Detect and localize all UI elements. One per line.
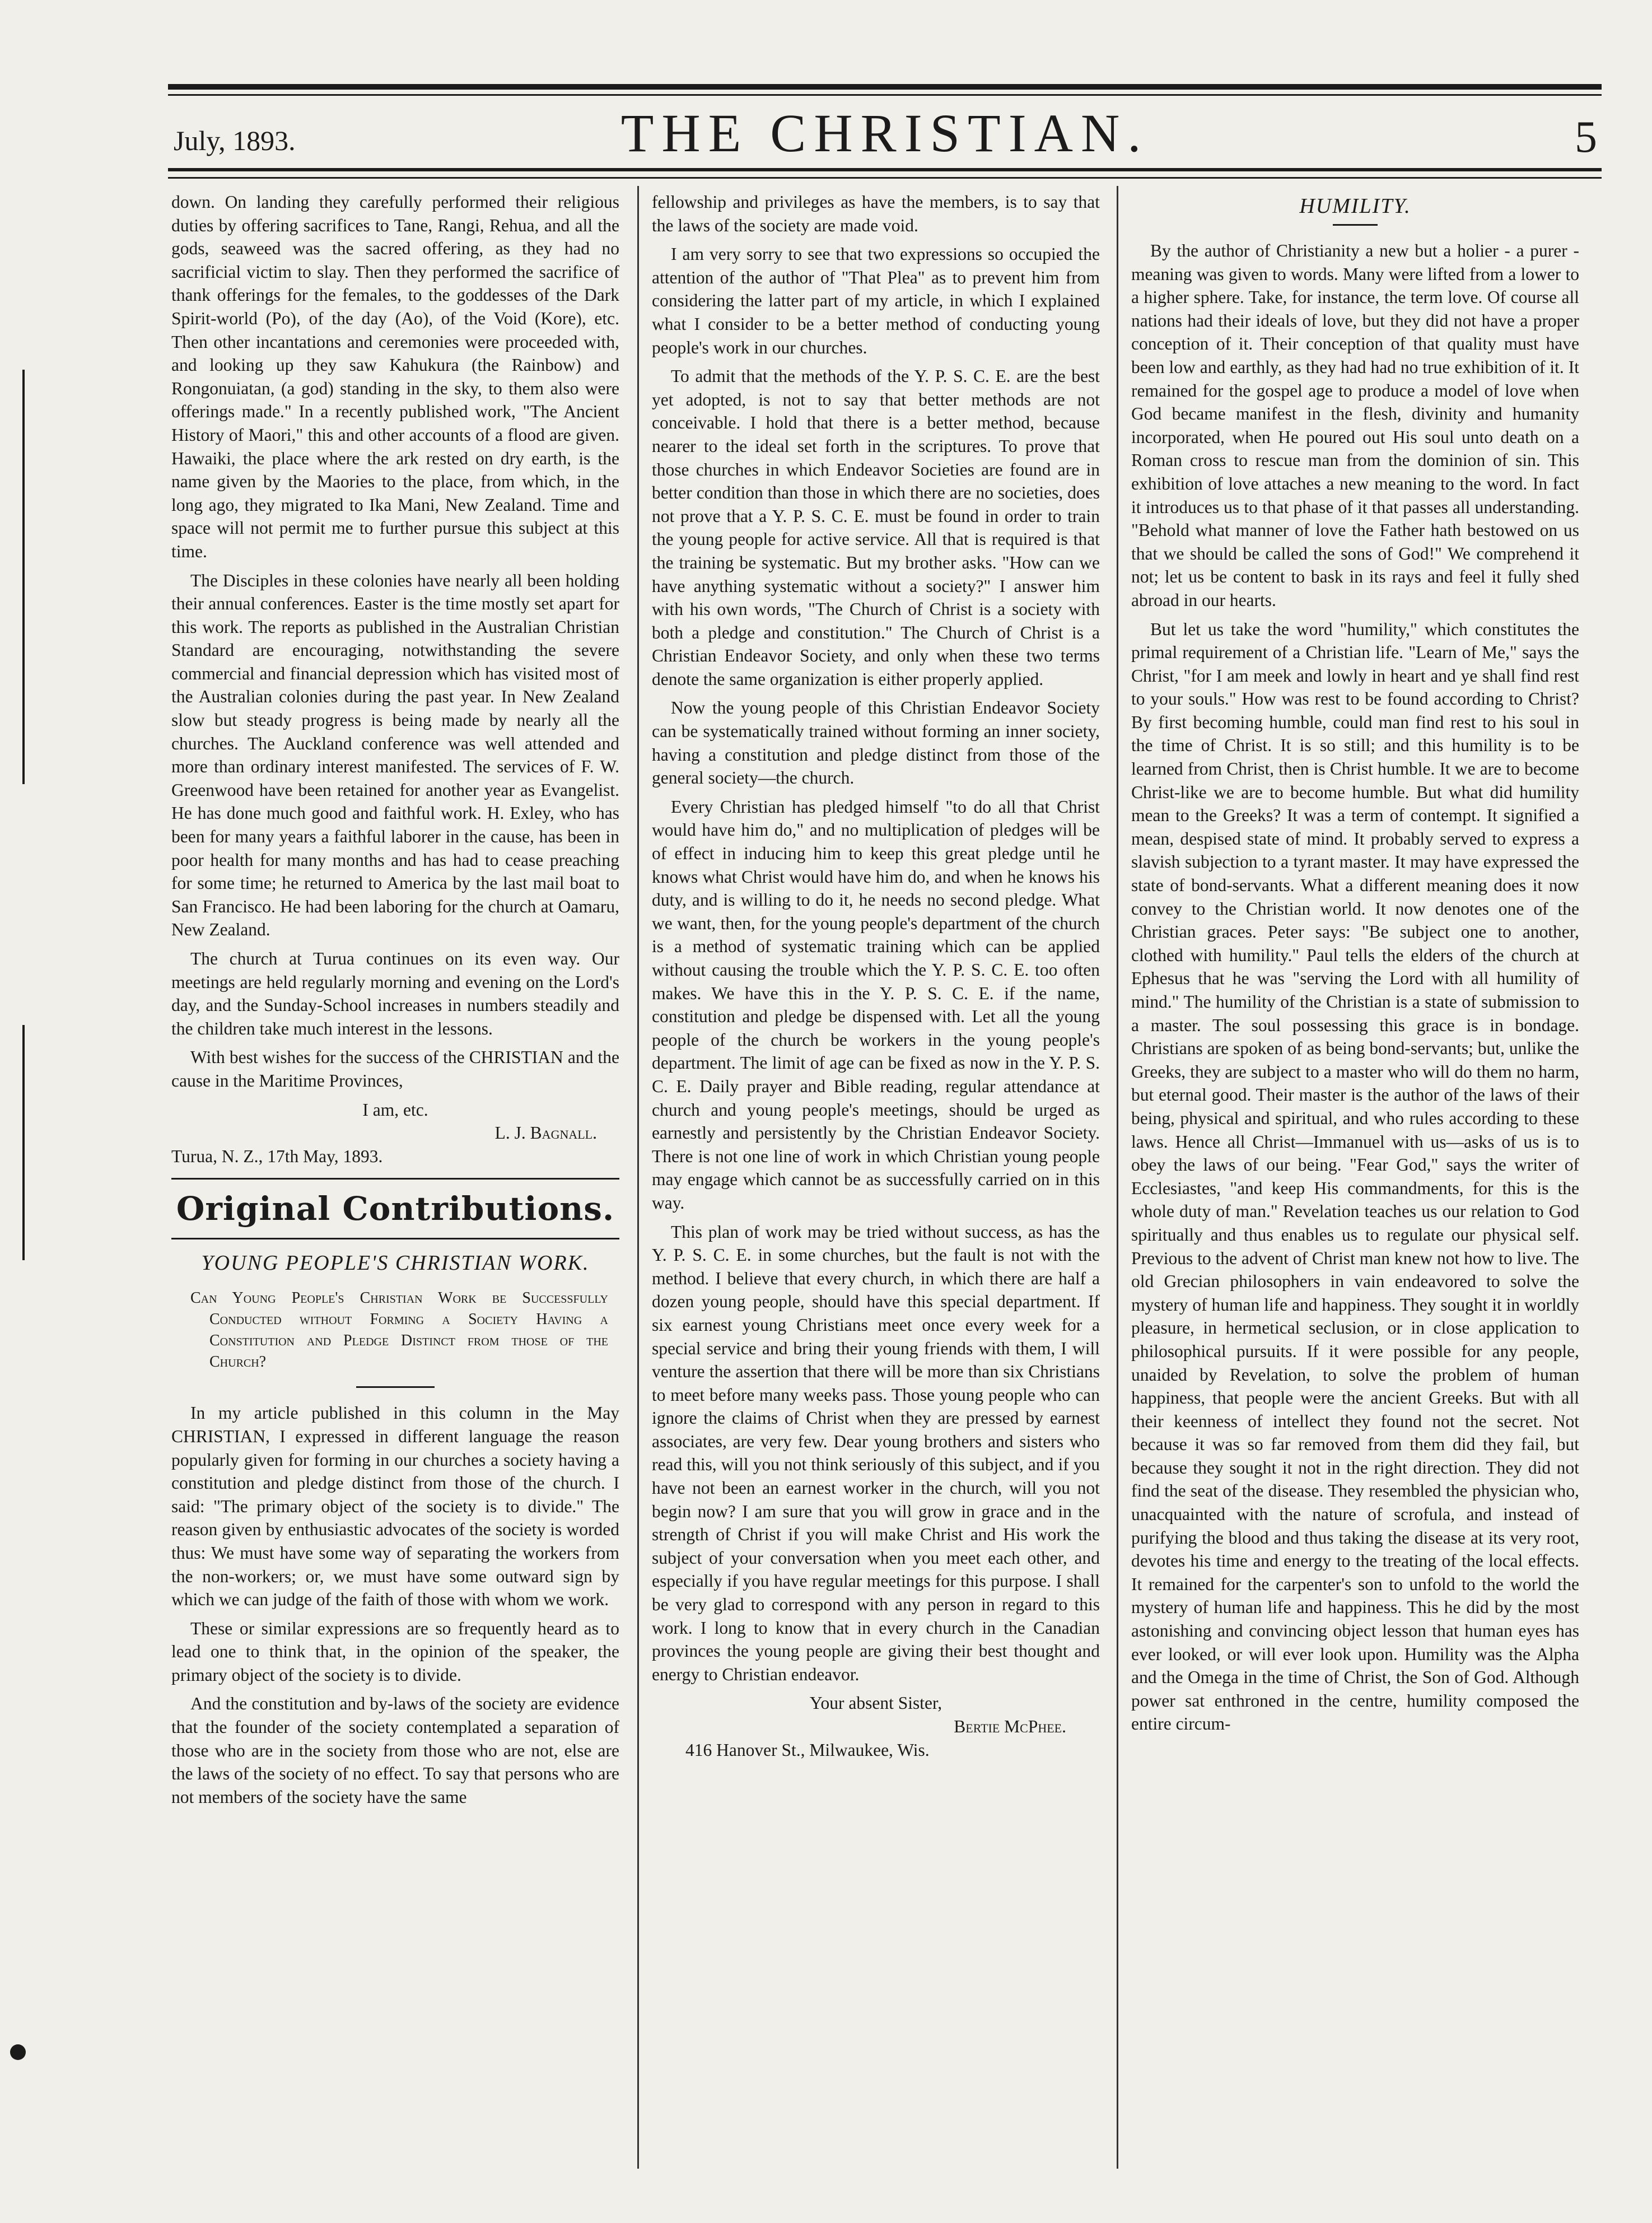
newspaper-title: THE CHRISTIAN. xyxy=(620,103,1149,163)
short-rule xyxy=(1333,224,1378,226)
article-subtitle: Can Young People's Christian Work be Successfully Conducted without Forming a Society Having a Constitution and Pledge Distinct from those of the Church? xyxy=(190,1289,608,1371)
paragraph: To admit that the methods of the Y. P. S. C. E. are the best yet adopted, is not to say that better methods are not conceivable. I hold that there is a better method, because nearer to the ideal set forth in the scriptures. To prove that those churches in which Endeavor Societies are found are in better condition than those in which there are no societies, does not prove that a Y. P. S. C. E. must be found in order to train the young people for active service. All that is required is that the training be systematic. But my brother asks. "How can we have anything systematic without a society?" I answer him with his own words, "The Church of Christ is a society with both a pledge and constitution." The Church of Christ is a Christian Endeavor Society, and only when these two terms denote the same organization is either properly applied. xyxy=(652,366,1100,689)
paragraph: These or similar expressions are so frequently heard as to lead one to think that, in the opinion of the speaker, the primary object of the society is to divide. xyxy=(171,1618,619,1685)
margin-scan-mark xyxy=(22,1025,25,1260)
paragraph: In my article published in this column in the May CHRISTIAN, I expressed in different language the reason popularly given for forming in our churches a society having a constitution and pledge distinct from those of the church. I said: "The primary object of the society is to divide." The reason given by enthusiastic advocates of the society is worded thus: We must have some way of separating the workers from the non-workers; or, we must have some outward sign by which we can judge of the faith of those with whom we work. xyxy=(171,1403,619,1610)
paragraph: By the author of Christianity a new but a holier - a purer - meaning was given to words. Many were lifted from a lower to a higher sphere. Take, for instance, the term love. Of course all nations had their ideals of love, but they did not have a proper conception of it. Their conception of that quality must have been low and earthly, as they had had no true exhibition of it. It remained for the gospel age to produce a model of love when God became manifest in the flesh, divinity and humanity incorporated, when He poured out His soul unto death on a Roman cross to rescue man from the dominion of sin. This exhibition of love attaches a new meaning to the word. In fact it introduces us to that phase of it that passes all understanding. "Behold what manner of love the Father hath bestowed on us that we should be called the sons of God!" We comprehend it not; let us be content to bask in its rays and feel it fully shed abroad in our hearts. xyxy=(1131,241,1579,610)
paragraph: down. On landing they carefully performed their religious duties by offering sacrifices to Tane, Rangi, Rehua, and all the gods, seaweed was the sacred offering, as they had no sacrificial victim to slay. Then they performed the sacrifice of thank offerings for the females, to the goddesses of the Dark Spirit-world (Po), of the day (Ao), of the Void (Kore), etc. Then other incantations and ceremonies were proceeded with, and looking up they saw Kahukura (the Rainbow) and Rongonuiatan, (a god) standing in the sky, to them also were offerings made." In a recently published work, "The Ancient History of Maori," this and other accounts of a flood are given. Hawaiki, the place where the ark rested on dry earth, is the name given by the Maories to the place, from which, in the long ago, they migrated to Ika Mani, New Zealand. Time and space will not permit me to further pursue this subject at this time. xyxy=(171,192,619,561)
masthead-top-thin-rule xyxy=(168,94,1602,96)
column-divider xyxy=(637,186,639,2169)
letter-signature: L. J. Bagnall. xyxy=(494,1123,597,1143)
letter-address: 416 Hanover St., Milwaukee, Wis. xyxy=(685,1740,930,1760)
paragraph: With best wishes for the success of the CHRISTIAN and the cause in the Maritime Provinces, xyxy=(171,1047,619,1090)
paragraph: Now the young people of this Christian Endeavor Society can be systematically trained without forming an inner society, having a constitution and pledge distinct from those of the general society—the church. xyxy=(652,698,1100,788)
newspaper-page xyxy=(168,84,1602,2196)
paragraph: I am very sorry to see that two expressions so occupied the attention of the author of "That Plea" as to prevent him from considering the latter part of my article, in which I explained what I consider to be a better method of conducting young people's work in our churches. xyxy=(652,244,1100,357)
column-2 xyxy=(652,190,1100,2184)
section-rule xyxy=(171,1238,619,1239)
paragraph: But let us take the word "humility," which constitutes the primal requirement of a Christian life. "Learn of Me," says the Christ, "for I am meek and lowly in heart and ye shall find rest to your souls." How was rest to be found according to Christ? By first becoming humble, could man find rest to his soul in the time of Christ. It is so still; and this humility is to be learned from Christ, then is Christ humble. It we are to become Christ-like we are to become humble. But what did humility mean to the Greeks? It was a term of contempt. It signified a mean, despised state of mind. It probably served to express a slavish subjection to a tyrant master. It may have expressed the state of bond-servants. What a different meaning does it now convey to the Christian world. It now denotes one of the Christian graces. Peter says: "Be subject one to another, clothed with humility." Paul tells the elders of the church at Ephesus that he was "serving the Lord with all humility of mind." The humility of the Christian is a state of submission to a master. The soul possessing this grace is in bondage. Christians are spoken of as being bond-servants; but, unlike the Greeks, they are subject to a master who will do them no harm, but eternal good. Their master is the author of the laws of their being, physical and spiritual, and who rules according to these laws. Hence all Christ—Immanuel with us—asks of us is to obey the laws of our being. "Fear God," says the writer of Ecclesiastes, "and keep His commandments, for this is the whole duty of man." Revelation teaches us our relation to God spiritually and thus enables us to regulate our physical self. Previous to the advent of Christ man knew not how to live. The old Grecian philosophers in vain endeavored to solve the mystery of human life and happiness. They sought it in worldly pleasure, in hermetical seclusion, or in close application to philosophical pursuits. If it were possible for any people, unaided by Revelation, to solve the problem of human happiness, that people were the ancient Greeks. But with all their keenness of intellect they found not the secret. Not because it was so far removed from them did they fail, but because they sought it not in the right direction. They did not find the seat of the disease. They resembled the physician who, unacquainted with the nature of scrofula, and instead of purifying the blood and thus taking the disease at its very root, devotes his time and energy to the treating of the local effects. It remained for the carpenter's son to unfold to the world the mystery of human life and happiness. This he did by the most astonishing and convincing object lesson that human eyes has ever looked, or will ever look upon. Humility was the Alpha and the Omega in the time of Christ, the Son of God. Although power sat enthroned in the centre, humility composed the entire circum- xyxy=(1131,619,1579,1734)
masthead-bottom-thin-rule xyxy=(168,177,1602,179)
page-number: 5 xyxy=(1575,113,1597,162)
paragraph: Every Christian has pledged himself "to do all that Christ would have him do," and no multiplication of pledges will be of effect in inducing him to keep this great pledge until he knows what Christ would have him do, and when he knows his duty, and is willing to do it, he needs no second pledge. What we want, then, for the young people's department of the church is a method of systematic training which can be applied without causing the trouble which the Y. P. S. C. E. too often makes. We have this in the Y. P. S. C. E. if the name, constitution and pledge be dispensed with. Let all the young people of the church be workers in the young people's department. The limit of age can be fixed as now in the Y. P. S. C. E. Daily prayer and Bible reading, regular attendance at church and young people's meetings, should be urged as earnestly and persistently by the Christian Endeavor Society. There is not one line of work in which Christian young people may engage which cannot be as successfully carried on in this way. xyxy=(652,796,1100,1213)
paragraph: The church at Turua continues on its even way. Our meetings are held regularly morning and evening on the Lord's day, and the Sunday-School increases in numbers steadily and the children take much interest in the lessons. xyxy=(171,949,619,1038)
short-rule xyxy=(356,1386,435,1388)
column-1 xyxy=(171,190,619,2184)
article-title: HUMILITY. xyxy=(1299,194,1411,218)
letter-closing: I am, etc. xyxy=(362,1099,428,1120)
letter-signature: Bertie McPhee. xyxy=(954,1717,1066,1736)
paragraph: And the constitution and by-laws of the society are evidence that the founder of the society contemplated a separation of those who are in the society from those who are not, else are the laws of the society of no effect. To say that persons who are not members of the society have the same xyxy=(171,1694,619,1807)
paragraph: This plan of work may be tried without success, as has the Y. P. S. C. E. in some churches, but the fault is not with the method. I believe that every church, in which there are half a dozen young people, should have this special department. If six earnest young Christians meet once every week for a special service and bring their young friends with them, I will venture the assertion that there will be more than six Christians to meet before many weeks pass. Those young people who can ignore the claims of Christ when they are pressed by earnest associates, are very few. Dear young brothers and sisters who read this, will you not think seriously of this subject, and if you have not been an earnest worker in the church, will you not begin now? I am sure that you will grow in grace and in the strength of Christ if you will make Christ and His work the subject of your conversation when you meet each other, and especially if you have regular meetings for this purpose. I shall be very glad to correspond with any person in regard to this work. I long to know that in every church in the Canadian provinces the young people are giving their best thought and energy to Christian endeavor. xyxy=(652,1222,1100,1684)
masthead-bottom-rule xyxy=(168,168,1602,171)
masthead-top-rule xyxy=(168,84,1602,90)
letter-dateline: Turua, N. Z., 17th May, 1893. xyxy=(171,1146,383,1166)
margin-scan-mark xyxy=(22,370,25,784)
masthead xyxy=(168,102,1602,164)
paragraph: The Disciples in these colonies have nearly all been holding their annual conferences. Easter is the time mostly set apart for this work. The reports as published in the Australian Christian Standard are encouraging, notwithstanding the severe commercial and financial depression which has visited most of the Australian colonies during the past year. In New Zealand slow but steady progress is being made by nearly all the churches. The Auckland conference was well attended and more than ordinary interest manifested. The services of F. W. Greenwood have been retained for another year as Evangelist. He has done much good and faithful work. H. Exley, who has been for many years a faithful laborer in the cause, has been in poor health for many months and has had to cease preaching for some time; he returned to America by the last mail boat to San Francisco. He had been laboring for the church at Oamaru, New Zealand. xyxy=(171,570,619,940)
issue-date: July, 1893. xyxy=(174,125,296,156)
section-title: Original Contributions. xyxy=(176,1190,615,1228)
section-rule xyxy=(171,1178,619,1180)
paragraph: fellowship and privileges as have the members, is to say that the laws of the society are made void. xyxy=(652,192,1100,235)
letter-closing: Your absent Sister, xyxy=(809,1693,942,1713)
margin-scan-mark xyxy=(10,2044,26,2060)
column-divider xyxy=(1117,186,1118,2169)
column-3 xyxy=(1131,190,1579,2184)
article-title: YOUNG PEOPLE'S CHRISTIAN WORK. xyxy=(201,1251,590,1275)
